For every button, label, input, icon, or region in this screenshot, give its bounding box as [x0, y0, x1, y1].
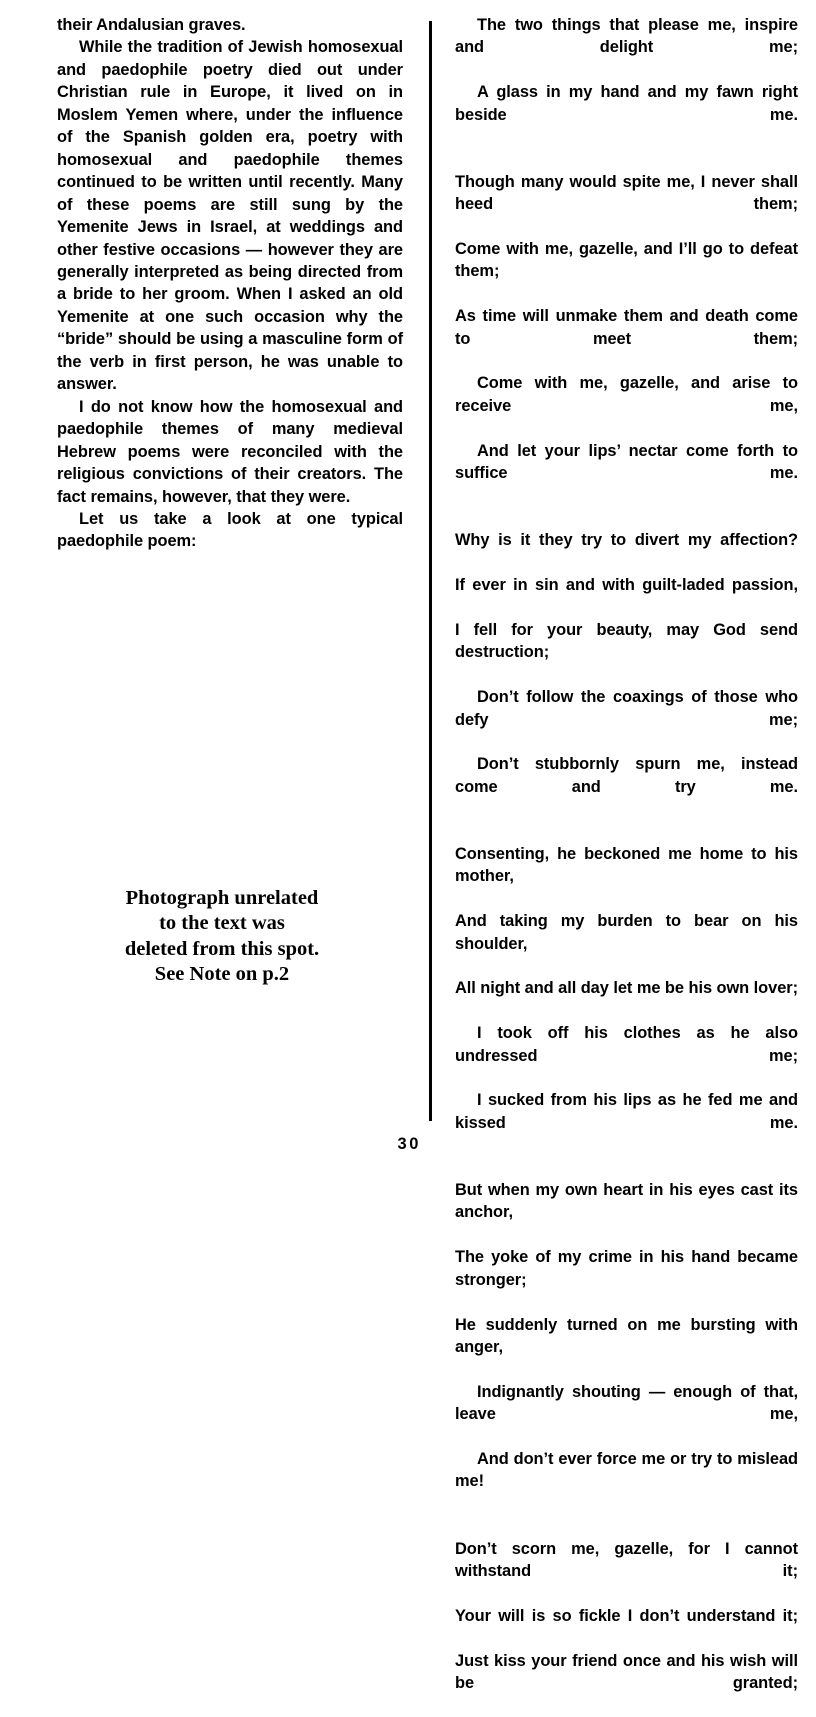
poem-line: If ever in sin and with guilt-laded passion, [455, 576, 798, 595]
poem-stanza [455, 14, 798, 148]
poem-line: A glass in my hand and my fawn right beside me. [455, 83, 798, 124]
poem-line: Why is it they try to divert my affection? [455, 531, 798, 550]
poem-line: I sucked from his lips as he fed me and kissed me. [455, 1091, 798, 1132]
poem-line: And don’t ever force me or try to mislead me! [455, 1449, 798, 1491]
right-poem-column [455, 14, 798, 1717]
poem-line: Come with me, gazelle, and I’ll go to defeat them; [455, 240, 798, 281]
paragraph: I do not know how the homosexual and paedophile themes of many medieval Hebrew poems were reconciled with the religious convictions of their creators. The fact remains, however, that they were. [57, 397, 403, 506]
page-number: 30 [397, 1135, 422, 1153]
paragraph: their Andalusian graves. [57, 16, 246, 34]
poem-line: As time will unmake them and death come to meet them; [455, 307, 798, 348]
poem-line: Don’t scorn me, gazelle, for I cannot withstand it; [455, 1539, 798, 1580]
poem-line: The yoke of my crime in his hand became stronger; [455, 1248, 798, 1289]
poem-line: The two things that please me, inspire and delight me; [455, 16, 798, 57]
poem-line: I fell for your beauty, may God send destruction; [455, 620, 798, 662]
left-text-column [57, 14, 403, 553]
poem-line: And taking my burden to bear on his shoulder, [455, 912, 798, 953]
poem-line: Come with me, gazelle, and arise to receive me, [455, 374, 798, 415]
poem-line: Indignantly shouting — enough of that, leave me, [455, 1382, 798, 1424]
poem-line: But when my own heart in his eyes cast its anchor, [455, 1181, 798, 1222]
column-divider-rule [429, 21, 432, 1121]
poem-line: He suddenly turned on me bursting with anger, [455, 1315, 798, 1356]
poem-stanza [455, 843, 798, 1157]
photo-note-line: Photograph unrelated [125, 887, 319, 909]
poem-line: And let your lips’ nectar come forth to suffice me. [455, 441, 798, 483]
poem-line: Don’t stubbornly spurn me, instead come and try me. [455, 755, 798, 796]
poem-line: I took off his clothes as he also undressed me; [455, 1024, 798, 1065]
poem-line: Consenting, he beckoned me home to his mother, [455, 844, 798, 886]
poem-line: All night and all day let me be his own lover; [455, 979, 798, 998]
poem-stanza [455, 529, 798, 820]
poem-stanza [455, 171, 798, 507]
deleted-photo-note [57, 886, 387, 988]
paragraph: Let us take a look at one typical paedophile poem: [57, 509, 403, 551]
poem-stanza [455, 1538, 798, 1717]
poem-stanza [455, 1179, 798, 1515]
poem-line: Though many would spite me, I never shall heed them; [455, 172, 798, 214]
poem-line: Your will is so fickle I don’t understand it; [455, 1606, 798, 1625]
photo-note-line: deleted from this spot. [124, 937, 320, 960]
paragraph: While the tradition of Jewish homosexual and paedophile poetry died out under Christian rule in Europe, it lived on in Moslem Yemen where, under the influence of the Spanish golden era, poetry with homosexual and paedophile themes continued to be written until recently. Many of these poems are still sung by the Yemenite Jews in Israel, at weddings and other festive occasions — however they are generally interpreted as being directed from a bride to her groom. When I asked an old Yemenite at one such occasion why the “bride” should be using a masculine form of the verb in first person, he was unable to answer. [57, 38, 403, 394]
poem-line: Don’t follow the coaxings of those who defy me; [455, 688, 798, 729]
photo-note-line: See Note on p.2 [154, 963, 290, 986]
poem-line: Just kiss your friend once and his wish will be granted; [455, 1651, 798, 1692]
photo-note-line: to the text was [159, 912, 285, 935]
